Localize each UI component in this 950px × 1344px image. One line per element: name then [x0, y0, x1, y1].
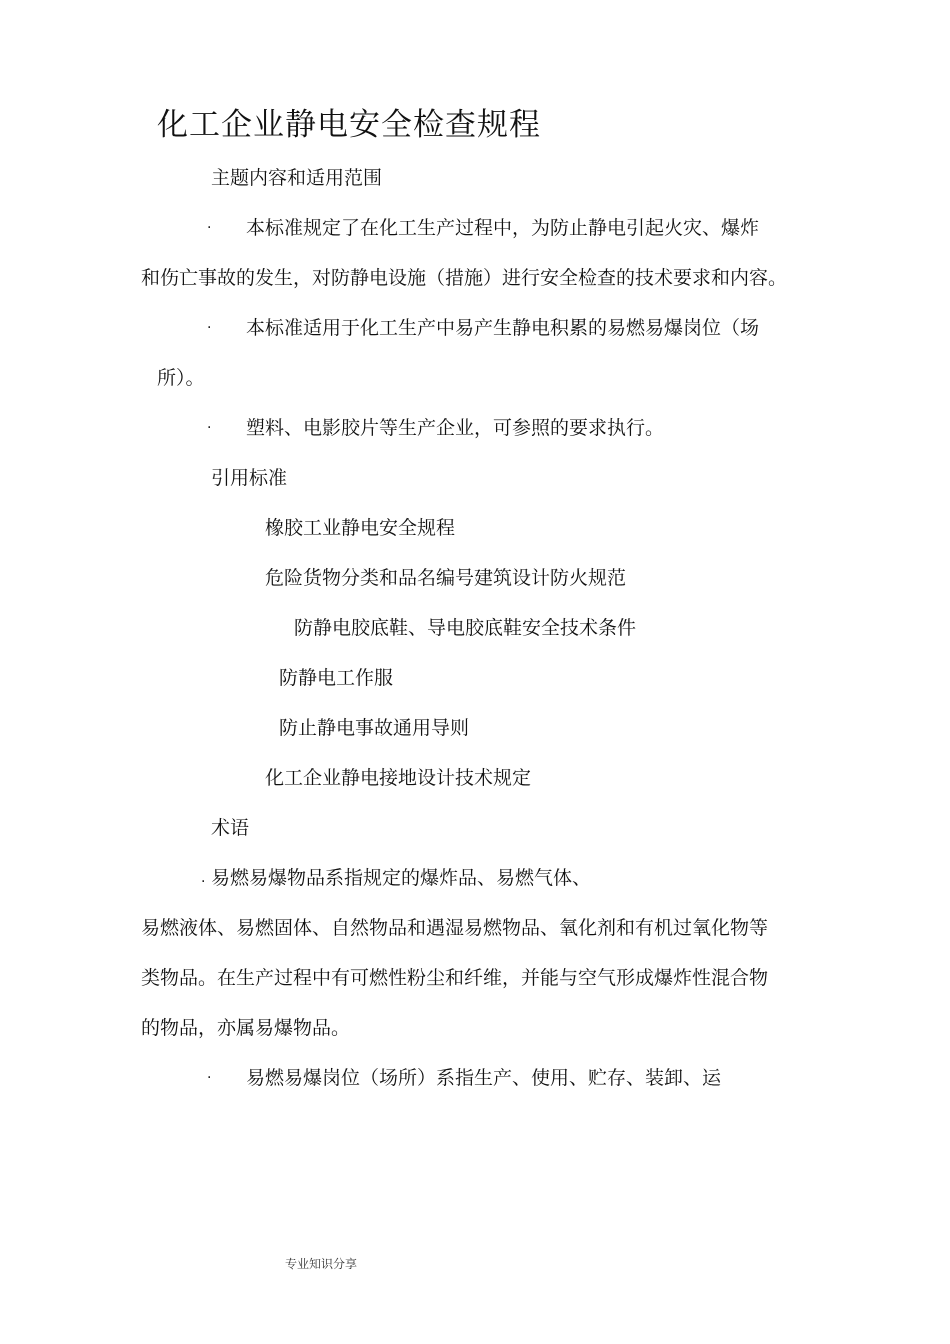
scope-item-2-line-2: 所）。 — [157, 367, 205, 389]
scope-item-1-line-2: 和伤亡事故的发生，对防静电设施（措施）进行安全检查的技术要求和内容。 — [141, 267, 788, 289]
bullet-marker: · — [207, 1070, 212, 1086]
section-heading-terms: 术语 — [211, 817, 250, 839]
bullet-marker: · — [207, 320, 212, 336]
bullet-marker: · — [207, 420, 212, 436]
section-heading-scope: 主题内容和适用范围 — [211, 167, 383, 189]
reference-item: 危险货物分类和品名编号建筑设计防火规范 — [265, 567, 627, 589]
reference-item: 防静电胶底鞋、导电胶底鞋安全技术条件 — [294, 617, 637, 639]
document-title: 化工企业静电安全检查规程 — [157, 107, 541, 143]
scope-item-2-line-1: 本标准适用于化工生产中易产生静电积累的易燃易爆岗位（场 — [246, 317, 760, 339]
reference-item: 防静电工作服 — [279, 667, 394, 689]
section-heading-references: 引用标准 — [211, 467, 288, 489]
bullet-marker: · — [207, 220, 212, 236]
term-1-line-4: 的物品，亦属易爆物品。 — [141, 1017, 351, 1039]
reference-item: 防止静电事故通用导则 — [279, 717, 470, 739]
page-footer: 专业知识分享 — [285, 1257, 358, 1271]
term-1-line-3: 类物品。在生产过程中有可燃性粉尘和纤维，并能与空气形成爆炸性混合物 — [141, 967, 769, 989]
term-1-line-2: 易燃液体、易燃固体、自然物品和遇湿易燃物品、氧化剂和有机过氧化物等 — [141, 917, 769, 939]
term-prefix-mark: . — [201, 870, 206, 886]
reference-item: 橡胶工业静电安全规程 — [265, 517, 456, 539]
reference-item: 化工企业静电接地设计技术规定 — [265, 767, 532, 789]
scope-item-3: 塑料、电影胶片等生产企业，可参照的要求执行。 — [246, 417, 665, 439]
scope-item-1-line-1: 本标准规定了在化工生产过程中，为防止静电引起火灾、爆炸 — [246, 217, 760, 239]
term-1-line-1: 易燃易爆物品系指规定的爆炸品、易燃气体、 — [211, 867, 592, 889]
term-2-line-1: 易燃易爆岗位（场所）系指生产、使用、贮存、装卸、运 — [246, 1067, 722, 1089]
